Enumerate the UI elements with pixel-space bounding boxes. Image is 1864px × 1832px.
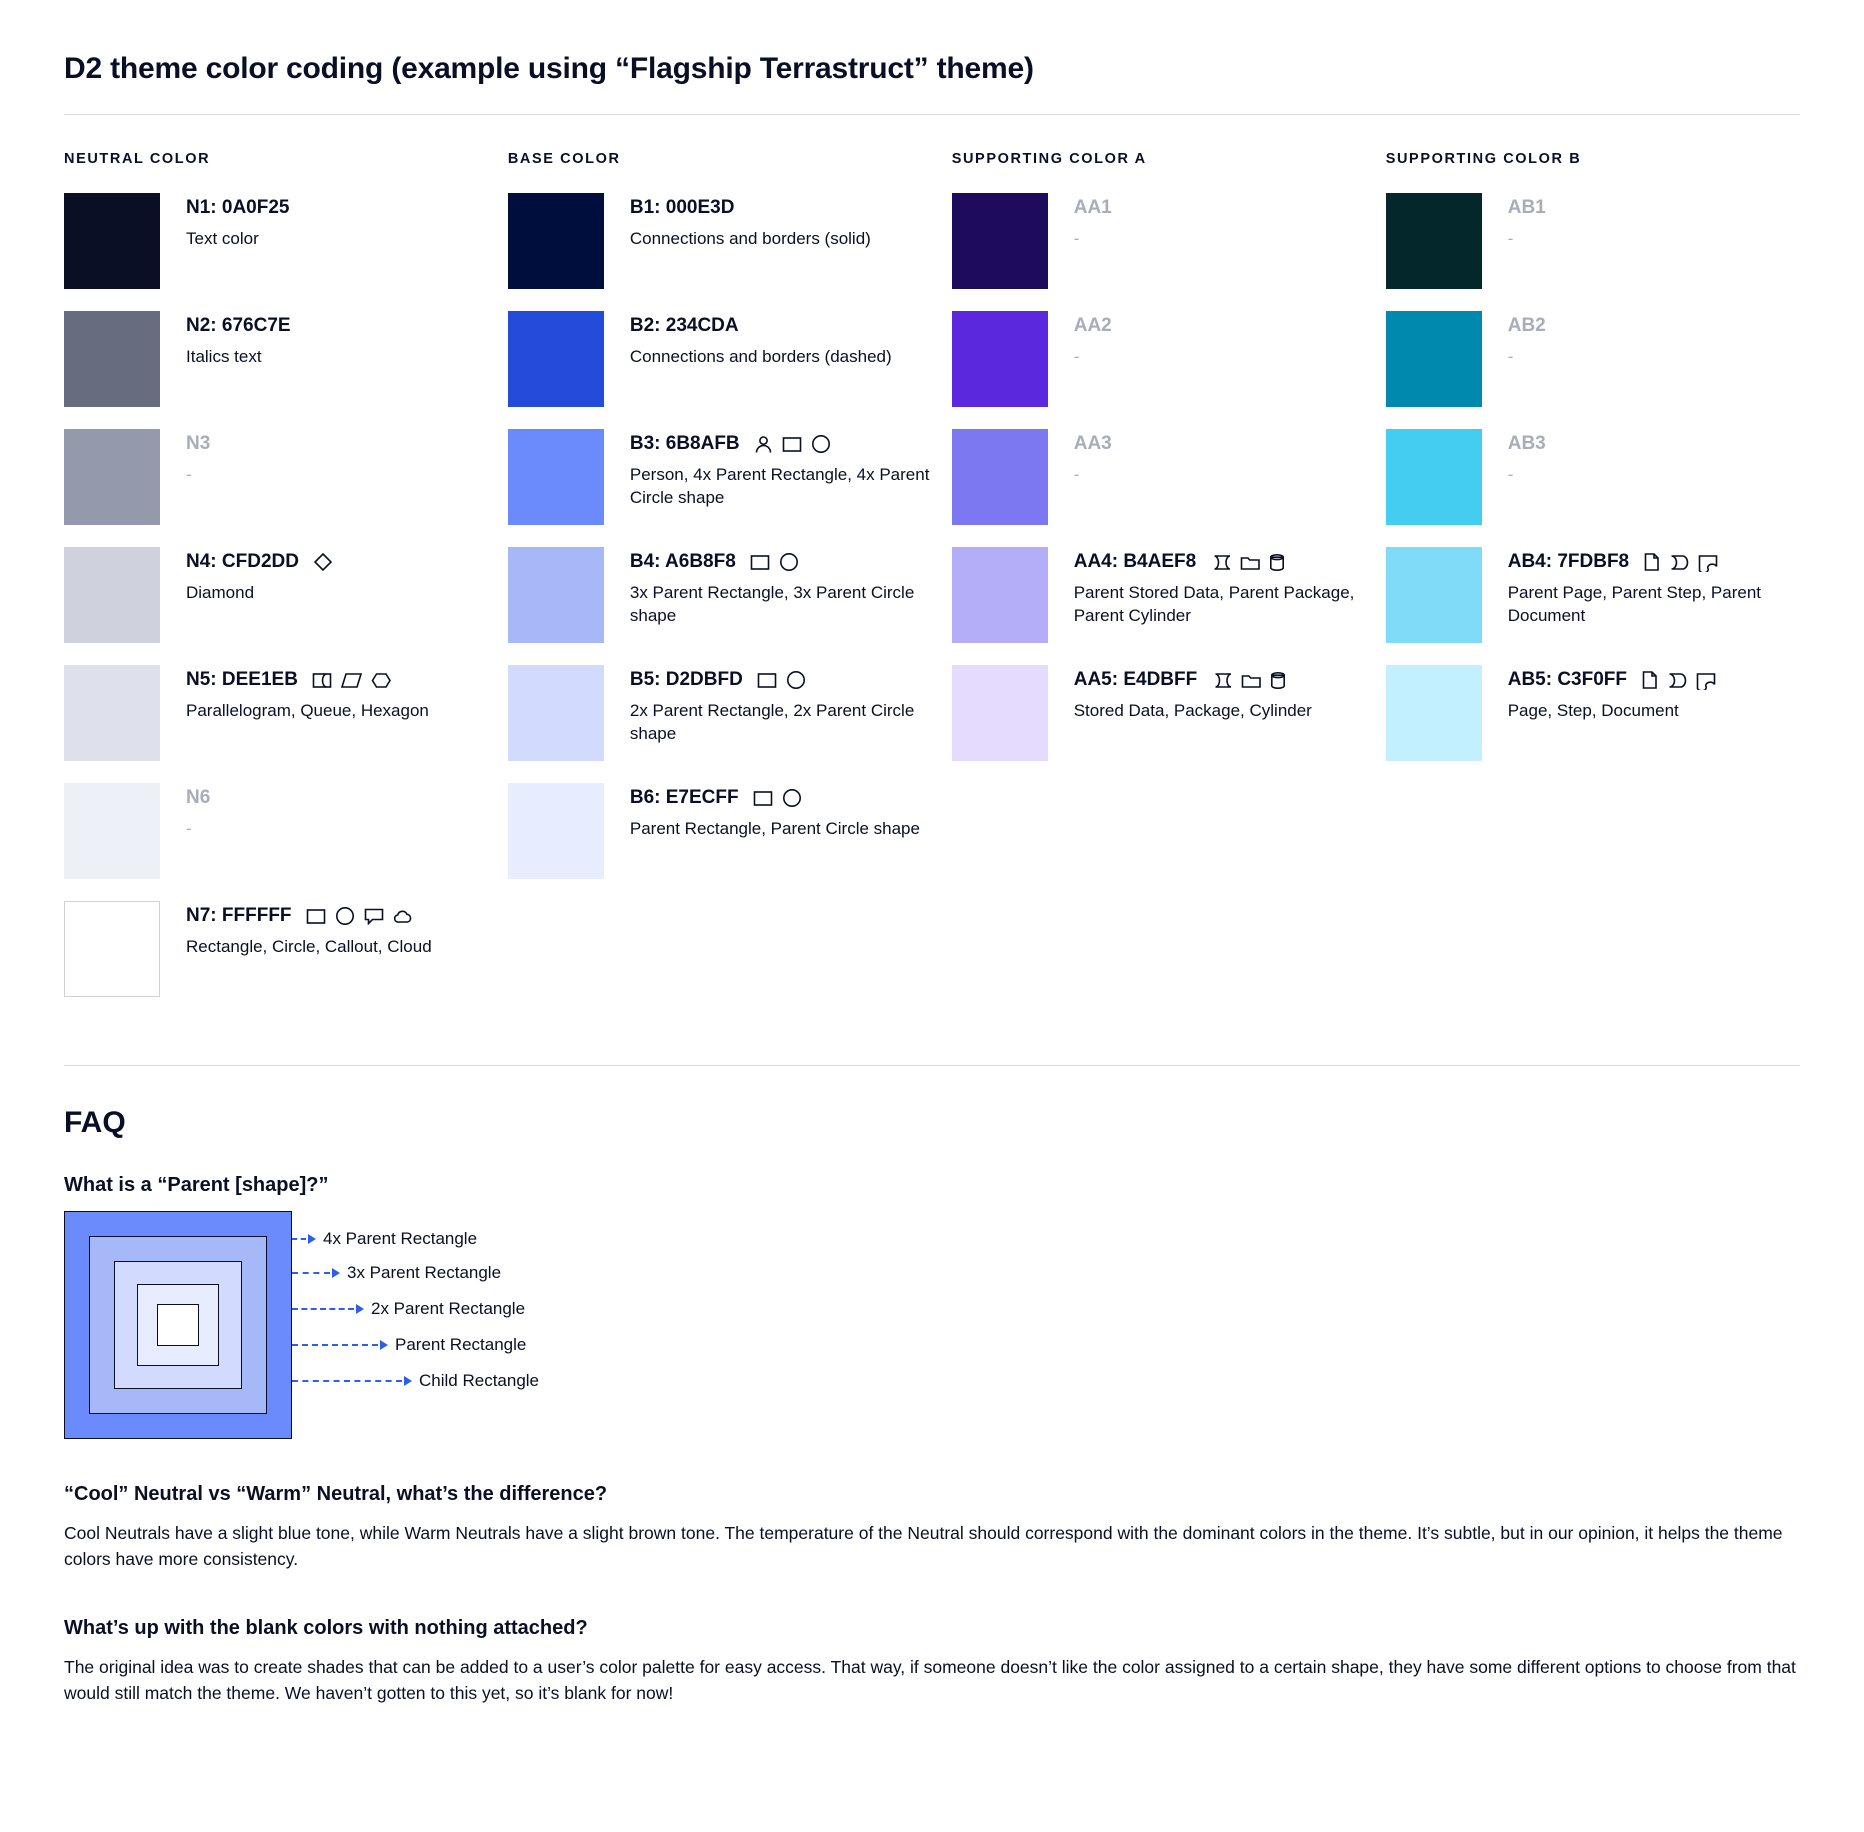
column-header: SUPPORTING COLOR B <box>1385 151 1582 167</box>
connector-dash <box>292 1380 402 1382</box>
color-description: Parent Page, Parent Step, Parent Document <box>1507 582 1761 625</box>
color-swatch-row <box>508 665 952 761</box>
legend-label: 3x Parent Rectangle <box>347 1263 502 1282</box>
cloud-icon <box>393 907 415 926</box>
color-swatch <box>64 901 160 997</box>
color-description: Italics text <box>186 346 262 366</box>
color-name <box>1074 197 1112 220</box>
rectangle-icon <box>753 789 773 808</box>
color-name <box>630 551 940 574</box>
column-header: BASE COLOR <box>507 151 621 167</box>
color-name <box>186 905 432 928</box>
circle-icon <box>782 788 802 808</box>
person-icon <box>754 435 773 454</box>
color-swatch <box>1386 547 1482 643</box>
connector-arrow <box>404 1376 412 1386</box>
color-swatch <box>508 311 604 407</box>
legend-label: Child Rectangle <box>419 1371 540 1390</box>
color-description: Parent Rectangle, Parent Circle shape <box>629 818 920 838</box>
color-description: - <box>1507 346 1514 366</box>
color-swatch-row <box>64 547 508 643</box>
column-header: SUPPORTING COLOR A <box>951 151 1147 167</box>
color-label: AB1 <box>1507 197 1546 218</box>
color-name <box>186 433 210 456</box>
legend-label: 4x Parent Rectangle <box>323 1229 478 1248</box>
rectangle-icon <box>782 435 802 454</box>
color-swatch <box>508 193 604 289</box>
color-description: Connections and borders (solid) <box>629 228 871 248</box>
color-meta <box>1508 429 1546 487</box>
color-swatch-row <box>64 193 508 289</box>
color-swatch-row <box>952 547 1386 643</box>
color-meta <box>1074 665 1312 723</box>
callout-icon <box>364 907 384 926</box>
color-label: AA4: B4AEF8 <box>1073 551 1197 572</box>
nested-rectangles-legend <box>292 1211 722 1439</box>
legend-item <box>292 1299 525 1319</box>
color-name <box>1508 197 1546 220</box>
color-meta <box>186 665 429 723</box>
color-meta <box>186 311 291 369</box>
color-swatch <box>64 783 160 879</box>
color-swatch <box>64 665 160 761</box>
color-swatch-row <box>952 665 1386 761</box>
rectangle-icon <box>306 907 326 926</box>
color-label: AB4: 7FDBF8 <box>1507 551 1630 572</box>
color-label: AA5: E4DBFF <box>1073 669 1198 690</box>
color-swatch-row <box>64 901 508 997</box>
shape-icons <box>757 670 806 690</box>
color-meta <box>630 193 871 251</box>
shape-icons <box>754 434 831 454</box>
color-description: Text color <box>186 228 259 248</box>
circle-icon <box>779 552 799 572</box>
color-description: - <box>1073 346 1080 366</box>
color-name <box>1074 315 1112 338</box>
color-name <box>630 787 920 810</box>
faq-question-2: “Cool” Neutral vs “Warm” Neutral, what’s the difference? <box>64 1483 608 1505</box>
color-description: - <box>186 818 192 838</box>
color-swatch-row <box>1386 193 1800 289</box>
cylinder-icon <box>1269 553 1286 572</box>
color-label: AB3 <box>1507 433 1546 454</box>
color-name <box>186 315 291 338</box>
color-name <box>1074 433 1112 456</box>
shape-icons <box>1641 670 1716 690</box>
color-meta <box>186 783 210 841</box>
legend-label: Parent Rectangle <box>395 1335 527 1354</box>
color-meta <box>1074 193 1112 251</box>
color-swatch-row <box>64 665 508 761</box>
color-description: Person, 4x Parent Rectangle, 4x Parent Circle shape <box>629 464 930 507</box>
color-name <box>630 197 871 220</box>
color-label: N6 <box>186 787 211 808</box>
color-meta <box>630 665 940 746</box>
color-description: 2x Parent Rectangle, 2x Parent Circle shape <box>629 700 915 743</box>
color-name <box>1508 315 1546 338</box>
circle-icon <box>811 434 831 454</box>
color-meta <box>186 193 290 251</box>
title-divider <box>64 114 1800 115</box>
color-description: Page, Step, Document <box>1507 700 1679 720</box>
cylinder-icon <box>1270 671 1287 690</box>
color-name <box>186 787 210 810</box>
color-description: - <box>186 464 192 484</box>
color-name <box>1508 433 1546 456</box>
color-label: N5: DEE1EB <box>186 669 298 690</box>
color-label: N7: FFFFFF <box>186 905 292 926</box>
color-description: - <box>1507 464 1514 484</box>
color-description: Parent Stored Data, Parent Package, Parent Cylinder <box>1073 582 1355 625</box>
color-meta <box>1508 193 1546 251</box>
color-swatch <box>64 311 160 407</box>
package-icon <box>1241 671 1261 690</box>
color-swatch-row <box>508 783 952 879</box>
color-label: B2: 234CDA <box>629 315 739 336</box>
step-icon <box>1670 553 1689 572</box>
page-icon <box>1641 670 1659 690</box>
connector-arrow <box>332 1268 340 1278</box>
connector-arrow <box>356 1304 364 1314</box>
color-meta <box>1074 429 1112 487</box>
queue-icon <box>312 671 332 690</box>
color-meta <box>186 429 210 487</box>
color-swatch-row <box>1386 547 1800 643</box>
color-label: AA3 <box>1073 433 1112 454</box>
swatch-list <box>1386 193 1800 761</box>
swatch-list <box>64 193 508 997</box>
color-swatch-row <box>1386 311 1800 407</box>
color-swatch <box>508 783 604 879</box>
faq-question-3: What’s up with the blank colors with nothing attached? <box>64 1616 588 1639</box>
color-label: AB5: C3F0FF <box>1507 669 1628 690</box>
color-description: - <box>1073 464 1080 484</box>
color-label: N4: CFD2DD <box>186 551 299 572</box>
page-icon <box>1643 552 1661 572</box>
faq-divider <box>64 1065 1800 1066</box>
color-name <box>1074 551 1384 574</box>
color-swatch-row <box>1386 665 1800 761</box>
color-name <box>1074 669 1312 692</box>
color-columns <box>64 151 1800 1019</box>
color-name <box>186 197 290 220</box>
color-description: Stored Data, Package, Cylinder <box>1073 700 1312 720</box>
package-icon <box>1240 553 1260 572</box>
color-name <box>186 551 333 574</box>
color-swatch <box>952 193 1048 289</box>
circle-icon <box>335 906 355 926</box>
connector-dash <box>292 1238 306 1240</box>
color-label: N1: 0A0F25 <box>186 197 290 218</box>
step-icon <box>1668 671 1687 690</box>
color-description: 3x Parent Rectangle, 3x Parent Circle shape <box>629 582 915 625</box>
color-swatch <box>508 665 604 761</box>
color-swatch-row <box>508 547 952 643</box>
color-meta <box>186 547 333 605</box>
swatch-list <box>508 193 952 879</box>
color-label: N2: 676C7E <box>186 315 291 336</box>
color-swatch <box>952 665 1048 761</box>
color-swatch-row <box>64 783 508 879</box>
shape-icons <box>753 788 802 808</box>
connector-arrow <box>380 1340 388 1350</box>
color-meta <box>1074 311 1112 369</box>
color-label: B5: D2DBFD <box>629 669 743 690</box>
color-swatch-row <box>508 193 952 289</box>
connector-dash <box>292 1344 378 1346</box>
color-label: AA1 <box>1073 197 1112 218</box>
shape-icons <box>313 552 333 572</box>
column-base-color <box>508 151 952 1019</box>
color-swatch <box>1386 665 1482 761</box>
color-swatch-row <box>64 429 508 525</box>
color-swatch-row <box>1386 429 1800 525</box>
color-meta <box>1508 665 1716 723</box>
stored-data-icon <box>1210 553 1231 572</box>
circle-icon <box>786 670 806 690</box>
color-name <box>630 315 892 338</box>
color-swatch <box>1386 193 1482 289</box>
color-label: AA2 <box>1073 315 1112 336</box>
color-name <box>1508 669 1716 692</box>
color-description: - <box>1507 228 1514 248</box>
shape-icons <box>1211 671 1287 690</box>
connector-arrow <box>308 1234 316 1244</box>
document-icon <box>1698 553 1718 572</box>
color-description: Diamond <box>186 582 255 602</box>
legend-item <box>292 1335 526 1355</box>
legend-item <box>292 1263 501 1283</box>
parent-shape-diagram <box>64 1211 1800 1439</box>
rectangle-icon <box>750 553 770 572</box>
color-swatch <box>1386 311 1482 407</box>
color-label: B4: A6B8F8 <box>629 551 736 572</box>
color-label: B3: 6B8AFB <box>629 433 740 454</box>
legend-item <box>292 1229 477 1249</box>
faq-answer-3: The original idea was to create shades that can be added to a user’s color palette for easy access. That way, if someone doesn’t like the color assigned to a certain shape, they have some different options to choose from that would still match the theme. We haven’t gotten to this yet, so it’s blank for now! <box>64 1656 1796 1703</box>
color-swatch-row <box>508 311 952 407</box>
legend-item <box>292 1371 539 1391</box>
page-title: D2 theme color coding (example using “Flagship Terrastruct” theme) <box>64 52 1034 85</box>
color-meta <box>1508 547 1800 628</box>
legend-label: 2x Parent Rectangle <box>371 1299 526 1318</box>
color-swatch <box>1386 429 1482 525</box>
color-description: Rectangle, Circle, Callout, Cloud <box>186 936 432 956</box>
color-label: AB2 <box>1507 315 1546 336</box>
nested-rectangles <box>64 1211 292 1439</box>
shape-icons <box>1643 552 1718 572</box>
color-swatch-row <box>952 311 1386 407</box>
column-supporting-color-b <box>1386 151 1800 1019</box>
connector-dash <box>292 1272 330 1274</box>
color-label: B6: E7ECFF <box>629 787 739 808</box>
nested-rect-5 <box>157 1304 199 1346</box>
faq-heading: FAQ <box>64 1106 126 1139</box>
stored-data-icon <box>1211 671 1232 690</box>
color-label: N3 <box>186 433 211 454</box>
faq-answer-2: Cool Neutrals have a slight blue tone, while Warm Neutrals have a slight brown tone. The temperature of the Neutral should correspond with the dominant colors in the theme. It’s subtle, but in our opinion, it helps the theme colors have more consistency. <box>64 1523 1783 1570</box>
column-neutral-color <box>64 151 508 1019</box>
document-icon <box>1696 671 1716 690</box>
color-swatch <box>508 547 604 643</box>
color-name <box>630 433 940 456</box>
color-label: B1: 000E3D <box>629 197 735 218</box>
color-meta <box>1074 547 1384 628</box>
color-description: - <box>1073 228 1080 248</box>
column-header: NEUTRAL COLOR <box>64 151 211 167</box>
color-swatch-row <box>952 429 1386 525</box>
color-swatch <box>952 311 1048 407</box>
shape-icons <box>1210 553 1286 572</box>
color-swatch <box>64 547 160 643</box>
hexagon-icon <box>371 671 392 690</box>
color-meta <box>186 901 432 959</box>
parallelogram-icon <box>341 671 362 690</box>
color-meta <box>630 783 920 841</box>
color-name <box>186 669 429 692</box>
color-description: Connections and borders (dashed) <box>629 346 892 366</box>
color-description: Parallelogram, Queue, Hexagon <box>186 700 429 720</box>
color-meta <box>630 547 940 628</box>
connector-dash <box>292 1308 354 1310</box>
color-meta <box>630 429 940 510</box>
color-swatch-row <box>64 311 508 407</box>
column-supporting-color-a <box>952 151 1386 1019</box>
color-swatch <box>64 193 160 289</box>
color-swatch-row <box>952 193 1386 289</box>
rectangle-icon <box>757 671 777 690</box>
color-swatch-row <box>508 429 952 525</box>
diamond-icon <box>313 552 333 572</box>
color-name <box>630 669 940 692</box>
swatch-list <box>952 193 1386 761</box>
color-swatch <box>952 547 1048 643</box>
color-meta <box>1508 311 1546 369</box>
color-meta <box>630 311 892 369</box>
color-swatch <box>64 429 160 525</box>
shape-icons <box>306 906 415 926</box>
faq-question-1: What is a “Parent [shape]?” <box>64 1174 329 1196</box>
color-name <box>1508 551 1800 574</box>
shape-icons <box>312 671 392 690</box>
color-swatch <box>508 429 604 525</box>
shape-icons <box>750 552 799 572</box>
color-swatch <box>952 429 1048 525</box>
